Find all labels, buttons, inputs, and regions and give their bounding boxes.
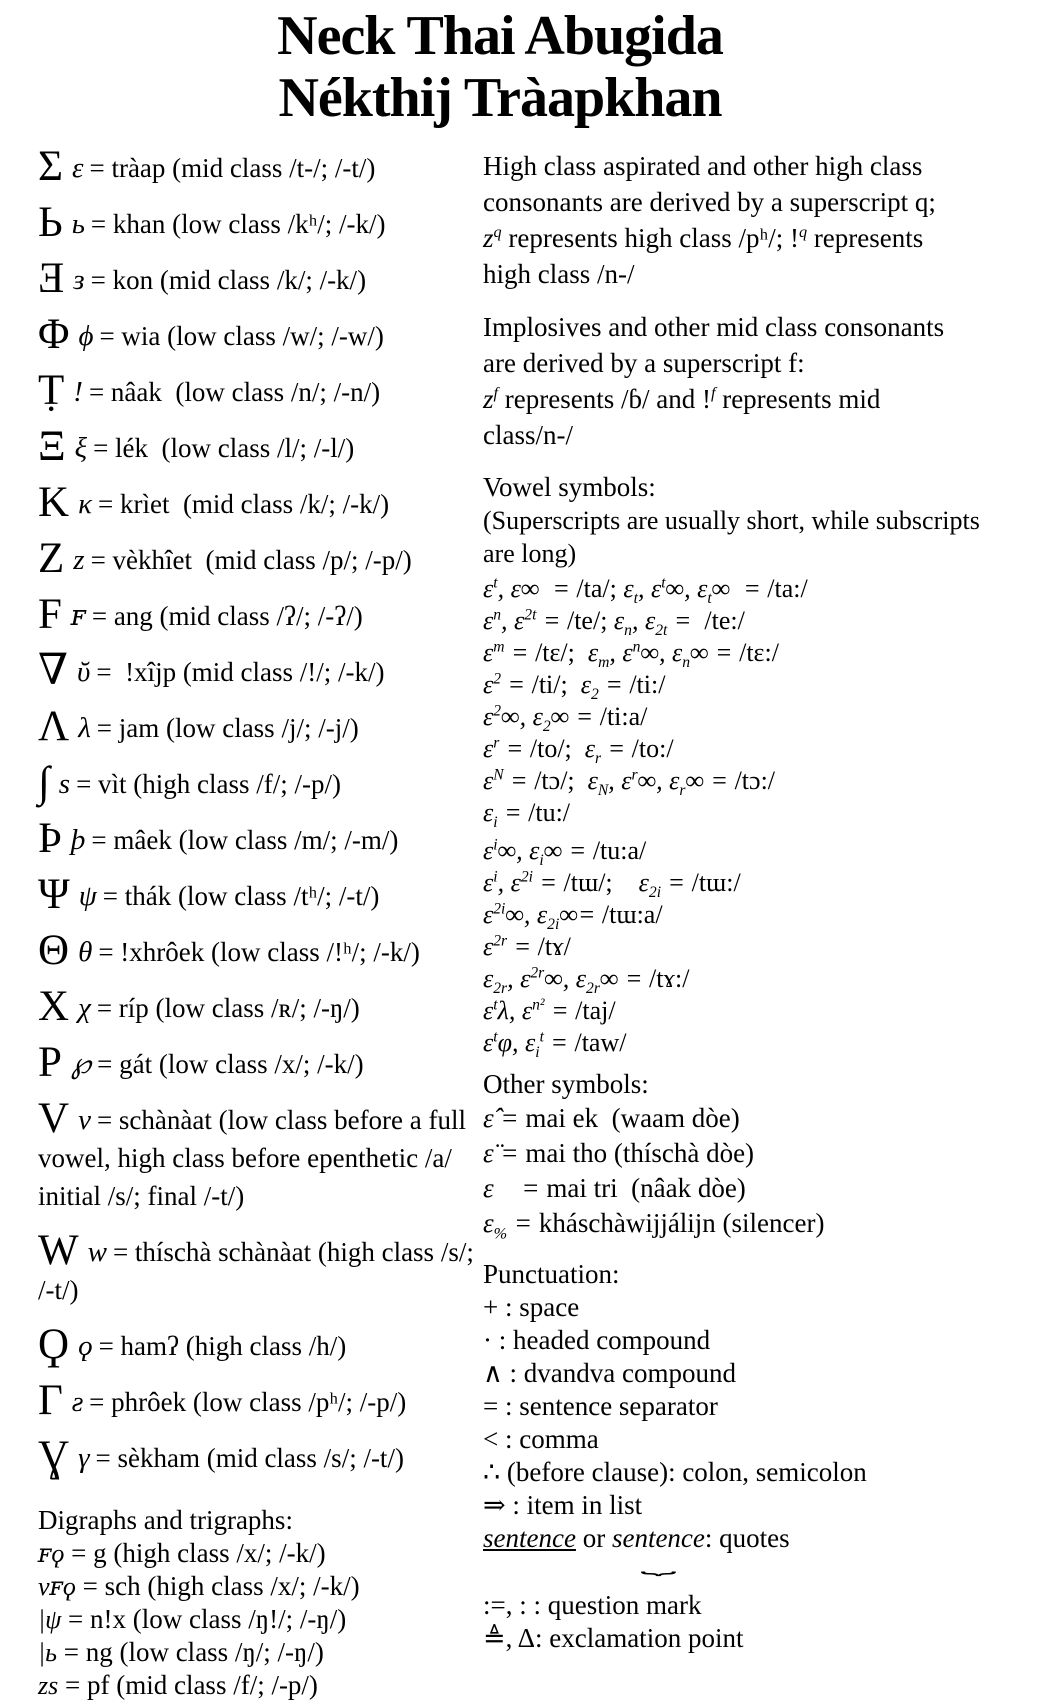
- digraph-item: ꜰϙ = g (high class /x/; /-k/): [38, 1538, 326, 1568]
- letter-uppercase: Ṭ: [38, 367, 65, 414]
- letter-lowercase: ϕ: [78, 320, 94, 352]
- letter-uppercase: Φ: [38, 311, 70, 358]
- letter-lowercase: ℘: [70, 1048, 92, 1080]
- letter-uppercase: Ξ: [38, 423, 66, 470]
- letter-description: = krìet (mid class /k/; /-k/): [97, 489, 390, 519]
- letter-uppercase: V: [38, 1095, 70, 1142]
- letter-uppercase: Þ: [38, 815, 62, 862]
- letter-uppercase: ∫: [38, 759, 50, 806]
- quoted-word: sentence: [611, 1523, 705, 1553]
- letter-description: = sèkham (mid class /s/; /-t/): [95, 1443, 404, 1473]
- letter-description: = lék (low class /l/; /-l/): [93, 433, 355, 463]
- vowel-line: $\varepsilon^i\infty$, $\varepsilon_i\infty$ = /tu:a/: [483, 836, 647, 870]
- digraph-item: vꜰϙ = sch (high class /x/; /-k/): [38, 1571, 360, 1601]
- vowel-heading: Vowel symbols:: [483, 472, 656, 502]
- letter-description: = ang (mid class /ʔ/; /-ʔ/): [91, 601, 363, 631]
- underbrace-glyph: ⏟: [640, 1551, 677, 1575]
- implosives-note: [483, 309, 1049, 453]
- letter-row: [38, 703, 474, 750]
- vowel-line: $\varepsilon^t\varphi$, $\varepsilon_i^t = /taw/$: [483, 1028, 627, 1062]
- vowel-line: $\varepsilon^m$ = /tɛ/; $\varepsilon_m$, $\varepsilon^n\infty$, $\varepsilon_n\infty$ = /tɛ:/: [483, 638, 779, 672]
- punctuation-item: ⇒ : item in list: [483, 1490, 643, 1520]
- vowel-line: $\varepsilon^r = /to/$; $\varepsilon_r$ = /to:/: [483, 734, 674, 768]
- letter-row: [38, 367, 474, 414]
- quotes-line: [483, 1522, 1049, 1575]
- letter-row: [38, 1321, 474, 1368]
- digraphs-heading: Digraphs and trigraphs:: [38, 1505, 293, 1535]
- other-symbols-list: [483, 1101, 1049, 1241]
- letter-row: [38, 1433, 474, 1480]
- vowel-line: $\varepsilon^i$, $\varepsilon^{2i}$ = /tɯ/; $\varepsilon_{2i}$ = /tɯ:/: [483, 868, 741, 902]
- letter-row: [38, 759, 474, 806]
- right-column: [483, 148, 1049, 1655]
- letter-lowercase: ƨ: [71, 1386, 84, 1418]
- letter-uppercase: P: [38, 1039, 62, 1086]
- letter-lowercase: ξ: [74, 432, 88, 464]
- letter-lowercase: ε: [72, 152, 84, 184]
- punctuation-section: [483, 1257, 1049, 1655]
- vowel-line: $\varepsilon^t\lambda$, $\varepsilon^{n^2} = /taj/$: [483, 996, 616, 1025]
- vowel-line: $\varepsilon^{2i}\infty$, $\varepsilon_{2i}\infty=$ /tɯ:a/: [483, 900, 663, 934]
- letter-row: [38, 311, 474, 358]
- other-symbols-section: [483, 1067, 1049, 1241]
- letter-row: [38, 871, 474, 918]
- vowel-section: [483, 470, 1049, 1062]
- digraphs-section: [38, 1503, 474, 1702]
- letter-row: [38, 479, 474, 526]
- letter-row: [38, 591, 474, 638]
- letter-row: [38, 1377, 474, 1424]
- letter-uppercase: K: [38, 479, 70, 526]
- letter-lowercase: γ: [78, 1442, 90, 1474]
- letter-lowercase: w: [87, 1236, 107, 1268]
- punctuation-item: ∧ : dvandva compound: [483, 1358, 736, 1388]
- letter-description: = nâak (low class /n/; /-n/): [88, 377, 381, 407]
- punctuation-heading: Punctuation:: [483, 1259, 620, 1289]
- punctuation-item: = : sentence separator: [483, 1391, 718, 1421]
- letter-uppercase: Λ: [38, 703, 70, 750]
- letter-row: [38, 255, 474, 302]
- high-class-note: [483, 148, 1049, 292]
- letter-lowercase: v: [78, 1104, 91, 1136]
- vowel-line: $\varepsilon_{2r}$, $\varepsilon^{2r}\infty$, $\varepsilon_{2r}\infty$ = /tɤ:/: [483, 964, 690, 998]
- note-line: $z^q$ represents high class /pʰ/; !$^q$ represents: [483, 223, 924, 253]
- punctuation-item: + : space: [483, 1292, 580, 1322]
- letter-uppercase: Ϙ: [38, 1321, 70, 1368]
- letter-uppercase: Σ: [38, 143, 64, 190]
- note-line: $z^f$ represents /ɓ/ and !$^f$ represents mid: [483, 384, 881, 414]
- vowel-line: $\varepsilon^t$, ε∞ = /ta/; $\varepsilon_t$, $\varepsilon^t\infty$, $\varepsilon_t\infty$ = /ta:/: [483, 574, 808, 608]
- letter-lowercase: ϙ: [78, 1330, 93, 1362]
- vowel-lines: [483, 573, 1049, 1062]
- other-symbol-line: ε̈ = mai tho (thíschà dòe): [483, 1138, 755, 1168]
- vowel-line: $\varepsilon^{2r}$ = /tɤ/: [483, 932, 571, 961]
- letter-lowercase: ꜰ: [70, 600, 86, 632]
- vowel-subnote: (Superscripts are usually short, while subscripts are long): [483, 506, 980, 568]
- letter-description: = vèkhîet (mid class /p/; /-p/): [90, 545, 412, 575]
- letter-uppercase: Ψ: [38, 871, 70, 918]
- letter-row: [38, 983, 474, 1030]
- letter-uppercase: W: [38, 1227, 79, 1274]
- letter-uppercase: X: [38, 983, 70, 1030]
- letter-description: = thák (low class /tʰ/; /-t/): [102, 881, 380, 911]
- letter-description: = !xhrôek (low class /!ʰ/; /-k/): [98, 937, 420, 967]
- vowel-line: $\varepsilon^2 = /ti/$; $\varepsilon_2$ = /ti:/: [483, 670, 666, 704]
- letter-description: = gát (low class /x/; /-k/): [97, 1049, 364, 1079]
- letter-description: = thíschà schànàat (high class /s/; /-t/): [38, 1237, 481, 1305]
- letter-row: [38, 535, 474, 582]
- letter-row: [38, 1227, 481, 1309]
- letter-lowercase: λ: [78, 712, 91, 744]
- title-line-1: Neck Thai Abugida: [277, 5, 723, 67]
- letter-uppercase: F: [38, 591, 62, 638]
- letter-description: = hamʔ (high class /h/): [98, 1331, 347, 1361]
- letter-lowercase: ɜ: [73, 264, 85, 296]
- digraph-item: |ψ = n!x (low class /ŋ!/; /-ŋ/): [38, 1604, 347, 1634]
- letter-description: = kon (mid class /k/; /-k/): [90, 265, 367, 295]
- letter-row: [38, 1039, 474, 1086]
- letter-description: = khan (low class /kʰ/; /-k/): [90, 209, 386, 239]
- vowel-line: $\varepsilon^n$, $\varepsilon^{2t} = /te/$; $\varepsilon_n$, $\varepsilon_{2t}$ = /te:/: [483, 606, 745, 640]
- letter-uppercase: Γ: [38, 1377, 63, 1424]
- letter-lowercase: s: [58, 768, 71, 800]
- letter-lowercase: ῠ: [77, 656, 91, 688]
- letter-uppercase: Ь: [38, 199, 63, 246]
- letter-lowercase: θ: [78, 936, 93, 968]
- quotes-label: : quotes: [704, 1523, 790, 1553]
- letter-lowercase: z: [73, 544, 85, 576]
- note-line: Implosives and other mid class consonants: [483, 312, 945, 342]
- letter-description: = tràap (mid class /t-/; /-t/): [89, 153, 376, 183]
- letter-lowercase: κ: [78, 488, 92, 520]
- punctuation-item: · : headed compound: [483, 1325, 711, 1355]
- punctuation-item: ∴ (before clause): colon, semicolon: [483, 1457, 867, 1487]
- letter-uppercase: ∇: [38, 647, 69, 694]
- letter-row: [38, 815, 474, 862]
- question-mark-line: :=, : : question mark: [483, 1590, 702, 1620]
- vowel-line: $\varepsilon^2\infty$, $\varepsilon_2\infty$ = /ti:a/: [483, 702, 648, 736]
- letter-description: = wia (low class /w/; /-w/): [99, 321, 384, 351]
- title-line-2: Nékthij Tràapkhan: [278, 66, 722, 129]
- other-symbol-line: $\varepsilon_{\%}$ = kháschàwijjálijn (silencer): [483, 1208, 825, 1243]
- note-line: High class aspirated and other high class: [483, 151, 923, 181]
- letter-description: = vìt (high class /f/; /-p/): [76, 769, 342, 799]
- vowel-line: $\varepsilon_i$ = /tu:/: [483, 798, 571, 832]
- letter-uppercase: Z: [38, 535, 65, 582]
- other-symbol-line: ε⃗ = mai tri (nâak dòe): [483, 1173, 746, 1203]
- letter-description: = ríp (low class /ʀ/; /-ŋ/): [96, 993, 360, 1023]
- alphabet-list: [38, 143, 481, 1480]
- quoted-word-brace: [611, 1522, 705, 1575]
- other-symbols-heading: Other symbols:: [483, 1069, 649, 1099]
- note-line: class/n-/: [483, 420, 573, 450]
- vowel-line: $\varepsilon^N$ = /tɔ/; $\varepsilon_N$, $\varepsilon^r\infty$, $\varepsilon_r\infty$ = /tɔ:/: [483, 766, 776, 800]
- left-column: [38, 143, 481, 1702]
- letter-row: [38, 199, 474, 246]
- letter-uppercase: Ɣ: [38, 1433, 70, 1480]
- letter-row: [38, 927, 474, 974]
- digraph-item: |ь = ng (low class /ŋ/; /-ŋ/): [38, 1637, 324, 1667]
- digraphs-list: [38, 1537, 474, 1702]
- other-symbol-line: ε̂ = mai ek (waam dòe): [483, 1103, 740, 1133]
- or-text: or: [575, 1523, 612, 1553]
- letter-description: = jam (low class /j/; /-j/): [96, 713, 359, 743]
- letter-row: [38, 1095, 474, 1215]
- letter-row: [38, 423, 474, 470]
- letter-description: = schànàat (low class before a full vowel, high class before epenthetic /a/ initial /s/; final /-t/): [38, 1105, 473, 1211]
- letter-description: = phrôek (low class /pʰ/; /-p/): [89, 1387, 407, 1417]
- note-line: are derived by a superscript f:: [483, 348, 805, 378]
- letter-uppercase: Ǝ: [38, 255, 65, 302]
- letter-description: = !xîjp (mid class /!/; /-k/): [96, 657, 385, 687]
- punctuation-list: [483, 1291, 1049, 1522]
- digraph-item: zs = pf (mid class /f/; /-p/): [38, 1670, 318, 1700]
- letter-row: [38, 647, 474, 694]
- punctuation-item: < : comma: [483, 1424, 599, 1454]
- quoted-word-underline: sentence: [483, 1523, 576, 1553]
- letter-lowercase: þ: [70, 824, 86, 856]
- page-title: [0, 6, 1000, 129]
- letter-row: [38, 143, 474, 190]
- exclamation-line: ≜, Δ: exclamation point: [483, 1623, 744, 1653]
- letter-lowercase: χ: [78, 992, 91, 1024]
- letter-lowercase: !: [73, 376, 83, 408]
- note-line: high class /n-/: [483, 259, 635, 289]
- letter-lowercase: ψ: [78, 880, 97, 912]
- letter-description: = mâek (low class /m/; /-m/): [91, 825, 399, 855]
- letter-uppercase: Θ: [38, 927, 70, 974]
- letter-lowercase: ь: [71, 208, 85, 240]
- note-line: consonants are derived by a superscript q;: [483, 187, 936, 217]
